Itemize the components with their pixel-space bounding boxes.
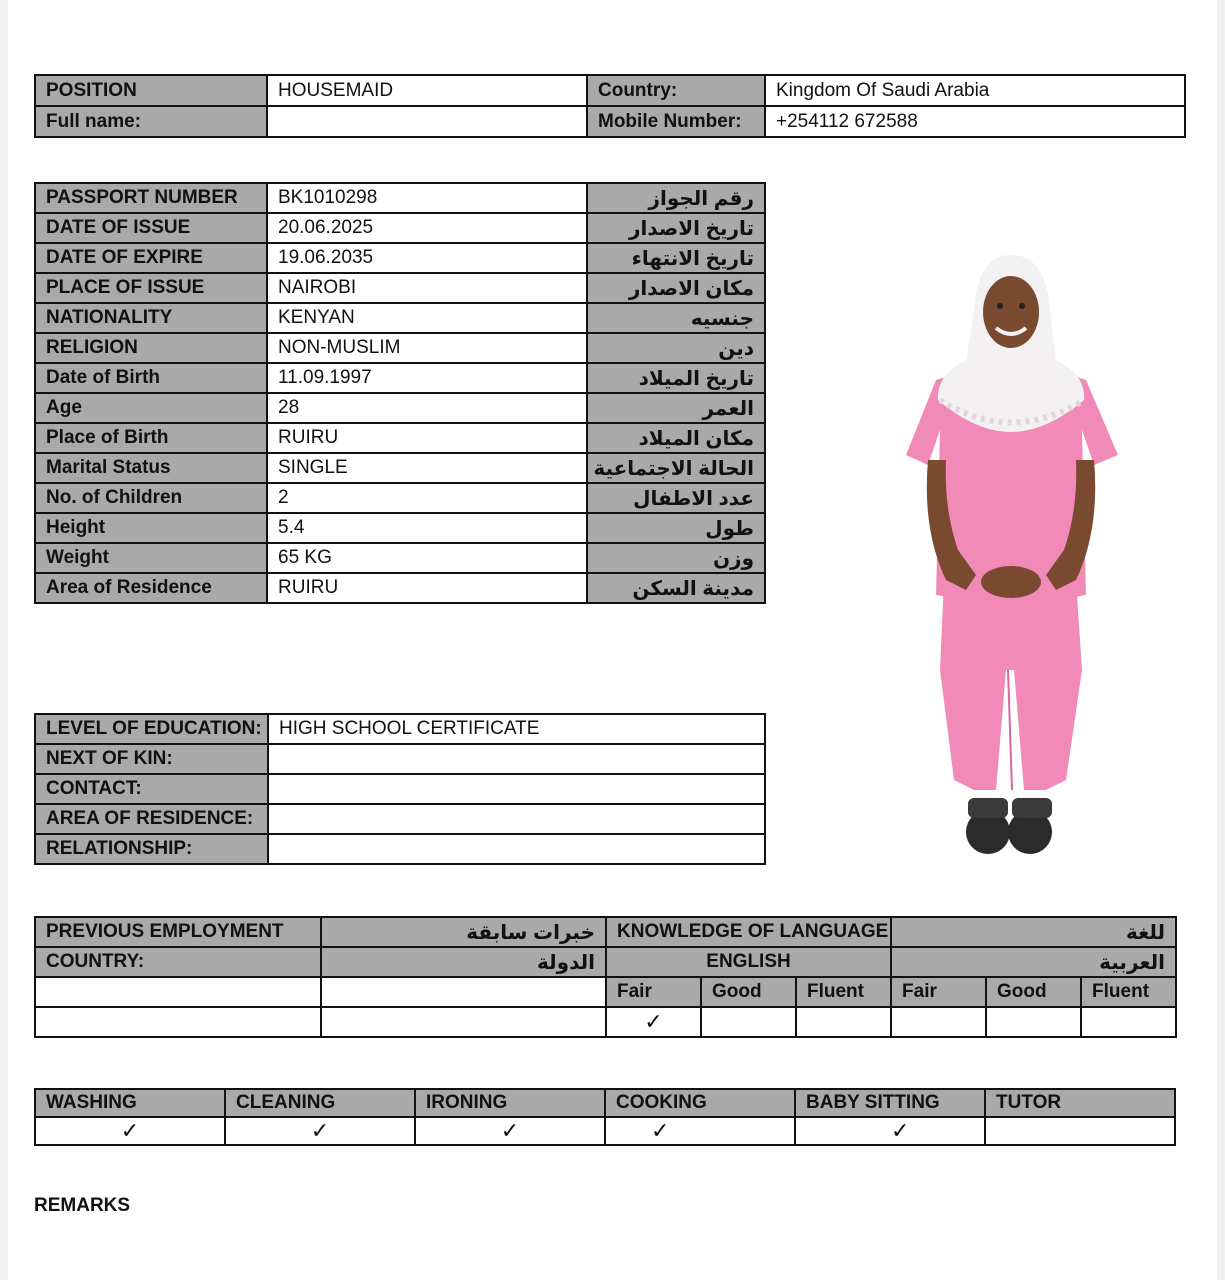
english-good-label: Good <box>701 977 796 1007</box>
table-row <box>35 543 765 573</box>
table-row <box>35 774 765 804</box>
country-arabic: الدولة <box>321 947 606 977</box>
detail-value: RUIRU <box>267 423 587 453</box>
table-row <box>35 947 1176 977</box>
table-row <box>35 213 765 243</box>
detail-value: SINGLE <box>267 453 587 483</box>
detail-arabic-label: تاريخ الانتهاء <box>587 243 765 273</box>
detail-label: DATE OF EXPIRE <box>35 243 267 273</box>
detail-label: DATE OF ISSUE <box>35 213 267 243</box>
table-row <box>35 513 765 543</box>
skill-ironing-check: ✓ <box>415 1117 605 1145</box>
detail-value: KENYAN <box>267 303 587 333</box>
skill-baby-sitting-check: ✓ <box>795 1117 985 1145</box>
employment-detail-cell <box>321 977 606 1007</box>
english-fluent-label: Fluent <box>796 977 891 1007</box>
detail-label: Marital Status <box>35 453 267 483</box>
detail-arabic-label: رقم الجواز <box>587 183 765 213</box>
detail-arabic-label: جنسيه <box>587 303 765 333</box>
language-arabic-label: للغة <box>891 917 1176 947</box>
country-label: Country: <box>587 75 765 106</box>
education-value <box>268 744 765 774</box>
english-fair-check: ✓ <box>606 1007 701 1037</box>
table-row <box>35 106 1185 137</box>
fullname-label: Full name: <box>35 106 267 137</box>
arabic-fair-label: Fair <box>891 977 986 1007</box>
detail-label: NATIONALITY <box>35 303 267 333</box>
table-row <box>35 1117 1175 1145</box>
detail-arabic-label: الحالة الاجتماعية <box>587 453 765 483</box>
table-row <box>35 423 765 453</box>
education-table <box>34 713 766 865</box>
arabic-good-label: Good <box>986 977 1081 1007</box>
skill-tutor-label: TUTOR <box>985 1089 1175 1117</box>
employment-country-cell <box>35 977 321 1007</box>
detail-label: Weight <box>35 543 267 573</box>
detail-label: RELIGION <box>35 333 267 363</box>
employment-country-cell <box>35 1007 321 1037</box>
table-row <box>35 483 765 513</box>
table-row <box>35 804 765 834</box>
position-label: POSITION <box>35 75 267 106</box>
detail-value: 19.06.2035 <box>267 243 587 273</box>
skill-cleaning-label: CLEANING <box>225 1089 415 1117</box>
remarks-label: REMARKS <box>34 1195 131 1216</box>
skill-baby-sitting-label: BABY SITTING <box>795 1089 985 1117</box>
table-row <box>35 393 765 423</box>
detail-arabic-label: العمر <box>587 393 765 423</box>
table-row <box>35 333 765 363</box>
arabic-fluent-label: Fluent <box>1081 977 1176 1007</box>
table-row <box>35 977 1176 1007</box>
mobile-label: Mobile Number: <box>587 106 765 137</box>
position-value: HOUSEMAID <box>267 75 587 106</box>
detail-value: 11.09.1997 <box>267 363 587 393</box>
education-label: LEVEL OF EDUCATION: <box>35 714 268 744</box>
table-row <box>35 303 765 333</box>
education-label: AREA OF RESIDENCE: <box>35 804 268 834</box>
detail-arabic-label: مدينة السكن <box>587 573 765 603</box>
table-row <box>35 273 765 303</box>
education-label: CONTACT: <box>35 774 268 804</box>
skill-cleaning-check: ✓ <box>225 1117 415 1145</box>
table-row <box>35 573 765 603</box>
skill-tutor-check <box>985 1117 1175 1145</box>
detail-arabic-label: طول <box>587 513 765 543</box>
person-photo-icon <box>896 250 1126 860</box>
personal-details-table <box>34 182 766 604</box>
previous-employment-label: PREVIOUS EMPLOYMENT <box>35 917 321 947</box>
english-fair-label: Fair <box>606 977 701 1007</box>
english-fluent-check <box>796 1007 891 1037</box>
detail-label: PLACE OF ISSUE <box>35 273 267 303</box>
table-row <box>35 75 1185 106</box>
table-row <box>35 243 765 273</box>
english-good-check <box>701 1007 796 1037</box>
detail-value: BK1010298 <box>267 183 587 213</box>
table-row <box>35 917 1176 947</box>
country-label: COUNTRY: <box>35 947 321 977</box>
table-row <box>35 1089 1175 1117</box>
education-label: RELATIONSHIP: <box>35 834 268 864</box>
detail-arabic-label: تاريخ الميلاد <box>587 363 765 393</box>
previous-employment-arabic: خبرات سابقة <box>321 917 606 947</box>
detail-value: 65 KG <box>267 543 587 573</box>
skill-washing-label: WASHING <box>35 1089 225 1117</box>
education-value <box>268 774 765 804</box>
education-label: NEXT OF KIN: <box>35 744 268 774</box>
detail-value: 20.06.2025 <box>267 213 587 243</box>
skill-cooking-check: ✓ <box>605 1117 795 1145</box>
header-info-table <box>34 74 1186 138</box>
detail-value: RUIRU <box>267 573 587 603</box>
arabic-language-label: العربية <box>891 947 1176 977</box>
detail-value: 2 <box>267 483 587 513</box>
detail-arabic-label: عدد الاطفال <box>587 483 765 513</box>
table-row <box>35 183 765 213</box>
skill-cooking-label: COOKING <box>605 1089 795 1117</box>
detail-label: Area of Residence <box>35 573 267 603</box>
detail-arabic-label: دين <box>587 333 765 363</box>
skill-ironing-label: IRONING <box>415 1089 605 1117</box>
table-row <box>35 834 765 864</box>
detail-arabic-label: مكان الاصدار <box>587 273 765 303</box>
detail-label: PASSPORT NUMBER <box>35 183 267 213</box>
detail-label: Height <box>35 513 267 543</box>
table-row <box>35 744 765 774</box>
detail-arabic-label: وزن <box>587 543 765 573</box>
candidate-photo <box>896 250 1126 860</box>
fullname-value <box>267 106 587 137</box>
detail-label: No. of Children <box>35 483 267 513</box>
skills-table <box>34 1088 1176 1146</box>
education-value: HIGH SCHOOL CERTIFICATE <box>268 714 765 744</box>
skill-washing-check: ✓ <box>35 1117 225 1145</box>
detail-arabic-label: مكان الميلاد <box>587 423 765 453</box>
page-edge-right <box>1217 0 1225 1280</box>
table-row <box>35 363 765 393</box>
education-value <box>268 804 765 834</box>
detail-label: Place of Birth <box>35 423 267 453</box>
mobile-value: +254112 672588 <box>765 106 1185 137</box>
detail-value: NAIROBI <box>267 273 587 303</box>
detail-label: Age <box>35 393 267 423</box>
country-value: Kingdom Of Saudi Arabia <box>765 75 1185 106</box>
arabic-good-check <box>986 1007 1081 1037</box>
table-row <box>35 453 765 483</box>
table-row <box>35 1007 1176 1037</box>
employment-detail-cell <box>321 1007 606 1037</box>
detail-label: Date of Birth <box>35 363 267 393</box>
employment-language-table <box>34 916 1177 1038</box>
table-row <box>35 714 765 744</box>
arabic-fair-check <box>891 1007 986 1037</box>
english-label: ENGLISH <box>606 947 891 977</box>
page-edge-left <box>0 0 8 1280</box>
knowledge-of-language-label: KNOWLEDGE OF LANGUAGE <box>606 917 891 947</box>
detail-value: NON-MUSLIM <box>267 333 587 363</box>
education-value <box>268 834 765 864</box>
detail-value: 28 <box>267 393 587 423</box>
detail-arabic-label: تاريخ الاصدار <box>587 213 765 243</box>
arabic-fluent-check <box>1081 1007 1176 1037</box>
detail-value: 5.4 <box>267 513 587 543</box>
